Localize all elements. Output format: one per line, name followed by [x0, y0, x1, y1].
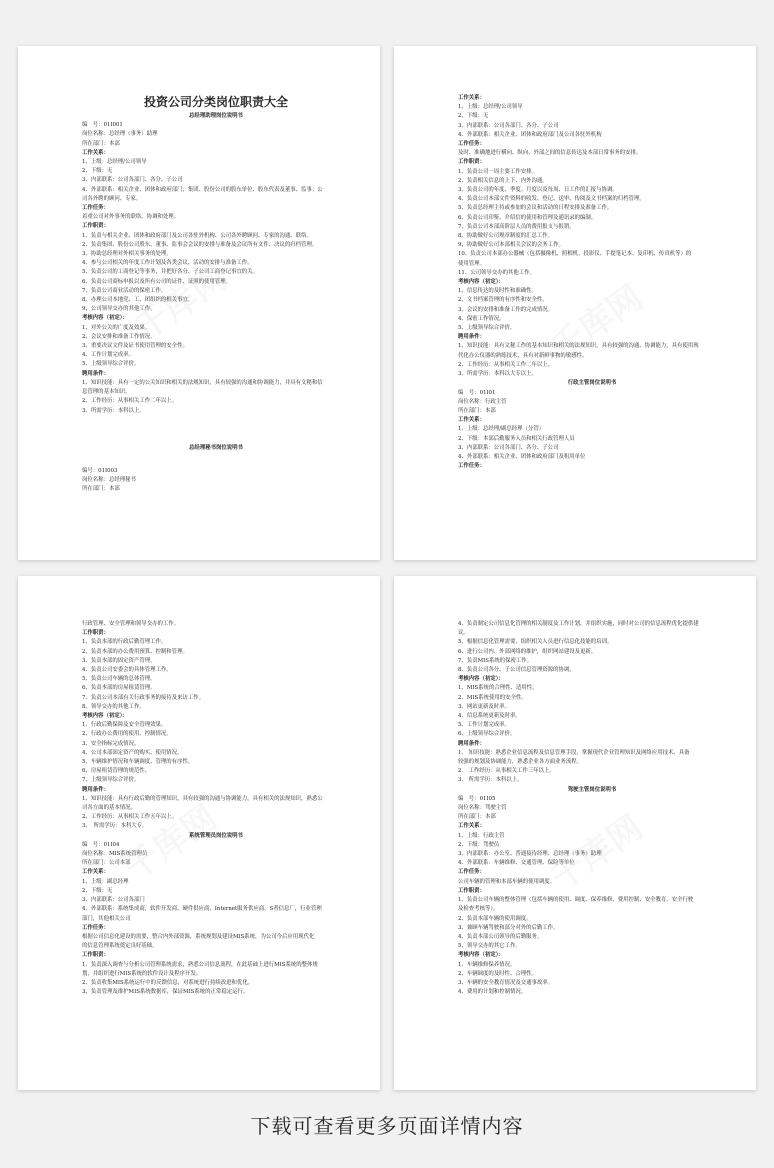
text-line: 编 号：01I001	[82, 122, 123, 129]
section-heading: 聘用条件：	[458, 740, 485, 747]
text-line: 息管理的基本知识。	[82, 389, 131, 396]
text-line: 1、行政后勤保障及安全管理效果。	[82, 722, 167, 729]
text-line: 1. 知识技能：熟悉企业信息流程及信息管理手段，掌握现代企业管理知识及网络应用技术，具备	[458, 749, 690, 756]
section-heading: 工作任务：	[82, 205, 109, 212]
document-title: 投资公司分类岗位职责大全	[143, 95, 288, 109]
section-heading: 工作职责：	[82, 952, 109, 959]
section-heading: 工作关系：	[82, 149, 109, 156]
text-line: 5、上级领导综合评价。	[458, 325, 516, 332]
text-line: 7、负责MIS系统的保密工作。	[458, 657, 533, 664]
text-line: 公司车辆的管理和本部车辆的使用调度。	[458, 878, 556, 885]
text-line: 4、费用的计划和控制情况。	[458, 989, 527, 996]
text-line: 2、负责相关信息的上下、内外沟通。	[458, 177, 548, 184]
footer-caption: 下载可查看更多页面详情内容	[250, 1114, 524, 1138]
spacer	[82, 430, 350, 444]
text-line: 7、负责公司本部有关行政事务的接待及来访工作。	[82, 694, 205, 701]
text-line: 8、领导交办的其他工作。	[82, 703, 145, 710]
text-line: 3、内部联系：公司各部门、各分、子公司	[458, 122, 559, 129]
text-line: 2、MIS系统使用的安全性。	[458, 694, 527, 701]
text-line: 行政管理、安全管理和领导交办的工作。	[82, 621, 180, 627]
text-line: 2、下级：驾驶员	[458, 841, 500, 848]
text-line: 3、所需学历：本科以上。	[82, 407, 145, 414]
text-line: 1、MIS系统的合理性、适用性。	[458, 685, 538, 692]
text-line: 的信息管理系统奠定良好基础。	[82, 943, 158, 950]
text-line: 6、负责公司商标申报以及所有公司的证件、证照的使用管理。	[82, 278, 231, 285]
text-line: 2、行政办公费用的使用、控制情况。	[82, 731, 172, 738]
section-heading: 考核内容（初定）：	[458, 952, 504, 959]
section-heading: 考核内容（初定）：	[82, 315, 128, 322]
text-line: 5、工作计划完成率。	[458, 722, 510, 729]
text-line: 6、进行公司内、外部网络的维护，组织网站建设及更新。	[458, 648, 597, 655]
section-heading: 工作任务：	[458, 463, 485, 470]
text-line: 3、所需学历：本科以大专以上。	[458, 371, 537, 378]
text-line: 4、外部联系：相关企业、团体和政府部门；集团、股份公司的股东单位、股东代表及董事、监事；公	[82, 186, 323, 193]
text-line: 3、安全指标完成情况。	[82, 740, 140, 747]
text-line: 3、内部联系：办公室、普通接待经理、总经理（事务）助理	[458, 851, 602, 858]
document-page-1	[18, 46, 380, 560]
section-heading: 聘用条件：	[82, 786, 109, 793]
text-line: 部门，其他相关公司	[82, 915, 131, 922]
section-heading: 工作职责：	[458, 159, 485, 166]
text-line: 1、上级：总经理/副总经理（分管）	[458, 426, 545, 433]
text-line: 8、办理公司本地党、工、团组织的相关事宜。	[82, 297, 194, 304]
text-line: 4、参与公司相关的年度工作计划及各类会议、活动的安排与准备工作。	[82, 260, 253, 267]
text-line: 3、负责公司的年度、季度、月度以及每周、日工作的汇报与协调。	[458, 187, 618, 194]
text-line: 较强的规划及协调能力，熟悉企业各方面业务流程。	[458, 759, 582, 766]
section-heading: 工作任务：	[82, 924, 109, 931]
section-heading: 工作任务：	[458, 869, 485, 876]
text-line: 7、负责公司商业活动的保密工作。	[82, 287, 167, 294]
text-line: 所在部门：本部	[82, 140, 120, 147]
text-line: 4、外部联系：相关企业、团体和政府部门及公司各驻外机构	[458, 131, 602, 138]
text-line: 3、会议的安排和准备工作的完成情况。	[458, 306, 554, 313]
text-line: 3、重要决议文件及证书使用管理的安全性。	[82, 343, 188, 350]
text-line: 3. 所需学历：本科以上。	[458, 777, 523, 784]
page-1-text	[82, 94, 350, 495]
text-line: 1、上级：总经理/公司领导	[458, 104, 523, 111]
section-title: 总经理助理岗位说明书	[189, 113, 243, 119]
text-line: 1、知识技能：具有文秘工作的基本知识和相关的法规知识，具有较强的沟通、协调能力，具有使用现	[458, 343, 699, 350]
section-heading: 工作职责：	[82, 223, 109, 230]
text-line: 1、上级：行政主管	[458, 832, 505, 839]
spacer	[82, 416, 350, 430]
text-line: 6、上级领导综合评价。	[458, 731, 516, 738]
text-line: 3、内部联系：公司各部门	[82, 897, 145, 904]
text-line: 4、保密工作情况。	[458, 315, 505, 322]
section-heading: 工作关系：	[458, 417, 485, 424]
section-heading: 工作职责：	[458, 887, 485, 894]
text-line: 1、信息传达的及时性和准确性。	[458, 288, 537, 295]
text-line: 司各方面的基本情况。	[82, 805, 136, 812]
text-line: 5、负责公司车辆的总体管理。	[82, 676, 156, 683]
text-line: 及检查考核等）。	[458, 906, 499, 913]
text-line: 2、负责集团、股份公司股东、董事、监事会会议的安排与准备及会议所有文件、决议的归档管理。	[82, 241, 318, 248]
text-line: 2、会议安排和准备工作情况。	[82, 333, 156, 340]
text-line: 2、负责本部车辆的使用调度。	[458, 915, 532, 922]
text-line: 所在部门：公司本部	[82, 860, 131, 867]
text-line: 7、负责公司本部高阶层人员的费用报支与报销。	[458, 223, 575, 230]
document-page-4	[394, 576, 756, 1090]
text-line: 2、负责本部的办公费用预算、控制和管理。	[82, 648, 188, 655]
text-line: 3、内部联系：公司各部门、各分、子公司	[82, 177, 183, 184]
section-heading: 聘用条件：	[458, 334, 485, 341]
text-line: 岗位名称：总经理（事务）助理	[82, 131, 158, 138]
text-line: 2、文书档案管理的有序性和安全性。	[458, 297, 548, 304]
section-heading: 工作关系：	[458, 823, 485, 830]
text-line: 3、兼顾车辆驾驶和部分对外的后勤工作。	[458, 924, 559, 931]
section-heading: 考核内容（初定）：	[458, 676, 504, 683]
text-line: 5、车辆维护情况和车辆调度、管理的有序性。	[82, 759, 194, 766]
text-line: 司各外聘的顾问、专家。	[82, 195, 142, 202]
text-line: 1、知识技能：具有行政后勤的管理知识，具有较强的沟通与协调能力，具有相关的法规知识，熟悉公	[82, 795, 323, 802]
text-line: 3、 所需学历：本科大专。	[82, 823, 148, 830]
text-line: 5、负责总经理主持或参加的会议和活动的日程安排及准备工作。	[458, 205, 613, 212]
text-line: 所在部门：本部	[458, 814, 496, 821]
text-line: 7、上级领导综合评价。	[82, 777, 140, 784]
text-line: 划，并组织进行MIS系统的软件设计及程序开发。	[82, 970, 202, 977]
text-line: 3、负责本部的固定资产管理。	[82, 657, 156, 664]
text-line: 4、负责公司安委会的具体管理工作。	[82, 667, 172, 674]
text-line: 10、负责公司本部办公器械（包括摄像机、照相机、投影仪、手提笔记本、复印机、传真机等）的	[458, 251, 692, 258]
text-line: 岗位名称：总经理秘书	[82, 477, 136, 484]
text-line: 6、负责本部的房屋租赁管理。	[82, 685, 156, 692]
text-line: 4、负责公司本部文件资料的收发、登记、送审、传阅及文书档案的归档管理。	[458, 196, 645, 203]
section-heading: 聘用条件：	[82, 370, 109, 377]
text-line: 1、负责深入调查与分析公司管理系统需求，熟悉公司信息流程，在此基础上进行MIS系统的整体规	[82, 961, 318, 968]
text-line: 2. 工作经历：从事相关工作三年以上。	[458, 768, 555, 775]
text-line: 11、公司领导交办的其他工作。	[458, 269, 535, 276]
text-line: 编号：01I003	[82, 467, 118, 474]
section-title: 驾驶主管岗位说明书	[567, 786, 617, 793]
text-line: 4、外部联系：系统集成商，软件开发商、硬件供应商，Internet服务供应商，S者信息厂，行业管理	[82, 906, 322, 913]
text-line: 2、车辆调度的及时性、合理性。	[458, 970, 537, 977]
text-line: 着重公司对外事务的联络、协调和处理。	[82, 214, 180, 221]
text-line: 岗位名称：行政主管	[458, 398, 507, 405]
text-line: 1、车辆维修保养情况。	[458, 961, 516, 968]
text-line: 1、负责本部的行政后勤管理工作。	[82, 639, 167, 646]
text-line: 议。	[458, 630, 469, 637]
text-line: 1、上级：总经理/公司领导	[82, 159, 147, 166]
text-line: 6、负责公司印鉴、介绍信的使用和管理及通讯录的编制。	[458, 214, 597, 221]
text-line: 1、对外公关的广度及效果。	[82, 324, 151, 331]
text-line: 2、工作经历：从事相关工作二年以上。	[82, 398, 178, 405]
text-line: 5、上级领导综合评价。	[82, 361, 140, 368]
text-line: 岗位名称：MIS系统管理员	[82, 851, 148, 858]
section-heading: 考核内容（初定）：	[458, 279, 504, 286]
text-line: 3、协助总经理对外相关事务的处理。	[82, 251, 172, 258]
text-line: 所在部门：本部	[82, 486, 120, 493]
text-line: 所在部门：本部	[458, 407, 496, 414]
text-line: 8、协助做好公司规章制度的汇总工作。	[458, 233, 554, 240]
text-line: 4、负责本部公司领导的后勤服务。	[458, 933, 543, 940]
section-title: 系统管理员岗位说明书	[189, 832, 243, 839]
text-line: 岗位名称：驾驶主管	[458, 805, 507, 812]
text-line: 3、网站更新及时率。	[458, 703, 510, 710]
text-line: 及时、准确地进行横向、纵向、外部之间的信息传达及本部日常事务的安排。	[458, 150, 642, 157]
text-line: 编 号：01I04	[82, 841, 120, 848]
text-line: 5、负责公司的工商登记等事务，并把好各分、子公司工商登记事宜的关。	[82, 269, 258, 276]
text-line: 2、工作经历：从事相关工作二年以上。	[458, 361, 554, 368]
text-line: 2、下级：本部后勤服务人员和相关行政管理人员	[458, 435, 575, 442]
text-line: 1、负责公司一周主要工作安排。	[458, 168, 537, 175]
section-heading: 工作任务：	[458, 141, 485, 148]
text-line: 3、内部联系：公司各部门、各分、子公司	[458, 444, 559, 451]
text-line: 8、负责公司各分、子公司信息管理资源的协调。	[458, 667, 575, 674]
text-line: 3、车辆的安全教育情况及交通事故率。	[458, 979, 554, 986]
text-line: 2、下级：无	[458, 113, 489, 120]
spacer	[82, 453, 350, 467]
text-line: 代化办公仪器的熟练技术，具有对新鲜事物的敏感性。	[458, 352, 588, 359]
text-line: 5、领导交办的其它工作。	[458, 943, 521, 950]
text-line: 4、负责制定公司信息化管理的相关制度及工作计划，并组织实施，同时对公司的信息流程优化提供建	[458, 621, 699, 627]
section-title: 行政主管岗位说明书	[567, 380, 617, 387]
text-line: 1、上级：副总经理	[82, 878, 129, 885]
section-heading: 工作职责：	[82, 630, 109, 637]
text-line: 4、外部联系：车辆维修、交通管理、保险等单位	[458, 860, 575, 867]
page-2-text	[458, 94, 726, 471]
section-heading: 工作关系：	[82, 869, 109, 876]
text-line: 1、负责与相关企业、团体和政府部门及公司各驻外机构、公司各外聘顾问、专家的沟通、联络。	[82, 232, 312, 239]
text-line: 2、负责收集MIS系统运行中的反馈信息，对系统进行持续改进和优化。	[82, 979, 254, 986]
document-page-3	[18, 576, 380, 1090]
text-line: 根据公司信息化建设的需要，整合内外部资源，系统规划及建设MIS系统，为公司今后应用现代化	[82, 933, 315, 940]
text-line: 6、房屋租赁管理的规范性。	[82, 768, 151, 775]
page-4-text	[458, 620, 726, 997]
text-line: 9、公司领导交办的其他工作。	[82, 306, 156, 313]
text-line: 1、知识技能：具有一定的公关知识和相关的法规知识，具有较强的沟通和协调能力，并具有文秘和信	[82, 379, 323, 386]
text-line: 编 号：01I05	[458, 795, 496, 802]
text-line: 9、协助做好公司本部相关会议的会务工作。	[458, 242, 564, 249]
text-line: 4、外部联系：相关企业、团体和政府部门及租用单位	[458, 453, 586, 460]
section-title: 总经理秘书岗位说明书	[189, 444, 243, 451]
text-line: 2、下级：无	[82, 168, 113, 175]
text-line: 5、根据信息化管理需要，组织相关人员进行信息化技能的培训。	[458, 639, 613, 646]
text-line: 使用管理。	[458, 260, 485, 267]
text-line: 4、工作计划完成率。	[82, 352, 134, 359]
document-page-2	[394, 46, 756, 560]
text-line: 编 号：01I01	[458, 389, 496, 396]
text-line: 4、公司本部固定资产的购买、使用情况。	[82, 749, 183, 756]
text-line: 2、工作经历：从事相关工作五年以上。	[82, 814, 178, 821]
section-heading: 工作关系：	[458, 95, 485, 101]
section-heading: 考核内容（初定）：	[82, 713, 128, 720]
text-line: 2、下级：无	[82, 887, 113, 894]
text-line: 3、负责管理及维护MIS系统数据库，保证MIS系统的正常稳定运行。	[82, 989, 249, 996]
text-line: 4、信息系统更新及时率。	[458, 713, 521, 720]
page-3-text	[82, 620, 350, 997]
text-line: 1、负责公司车辆的整体管理（包括车辆的使用、调度、保养维修、费用控制、安全教育、安全行驶	[458, 897, 694, 904]
